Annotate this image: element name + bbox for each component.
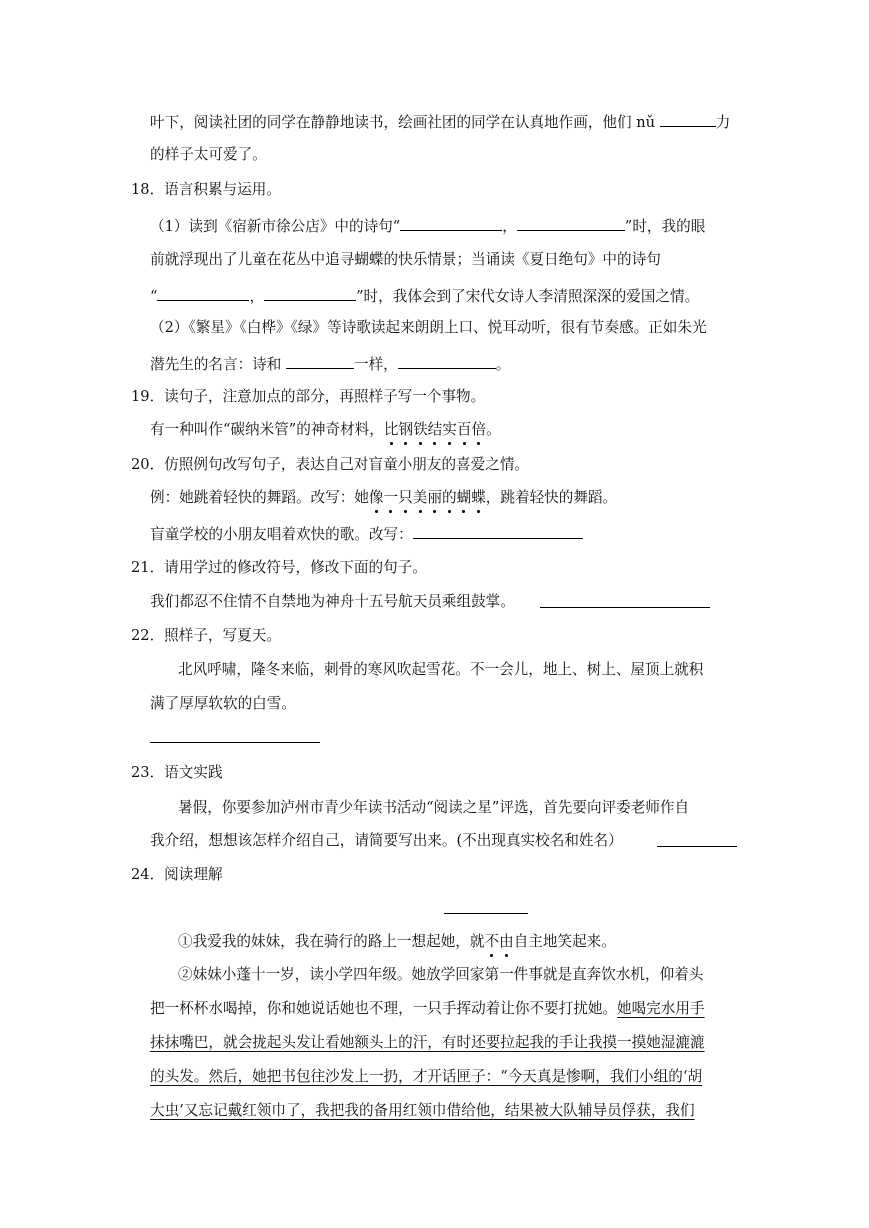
dotted-char: 结 xyxy=(427,421,443,438)
text-line xyxy=(178,932,616,952)
text-segment: 叶下，阅读社团的同学在静静地读书，绘画社团的同学在认真地作画，他们 nǔ xyxy=(150,114,660,131)
answer-blank[interactable] xyxy=(400,215,502,231)
question-title: 20．仿照例句改写句子，表达自己对盲童小朋友的喜爱之情。 xyxy=(131,456,530,473)
text-segment: ”时，我体会到了宋代女诗人李清照深深的爱国之情。 xyxy=(356,288,700,305)
text-line xyxy=(178,798,689,818)
text-segment: 满了厚厚软软的白雪。 xyxy=(150,695,296,712)
answer-blank[interactable] xyxy=(660,111,716,127)
dotted-char: 美 xyxy=(412,489,428,506)
text-line xyxy=(150,285,699,307)
text-segment: ②妹妹小蓬十一岁，读小学四年级。她放学回家第一件事就是直奔饮水机，仰着头 xyxy=(178,966,704,983)
question-23-heading xyxy=(131,763,223,783)
text-segment: 自主地笑起来。 xyxy=(513,933,616,950)
question-19-heading xyxy=(131,387,485,407)
question-title: 18．语言积累与运用。 xyxy=(131,181,281,198)
text-segment: 的样子太可爱了。 xyxy=(150,146,267,163)
text-segment: ， xyxy=(249,288,265,305)
text-line xyxy=(150,111,730,133)
dotted-char: 的 xyxy=(441,489,457,506)
text-segment: （2）《繁星》《白桦》《绿》等诗歌读起来朗朗上口、悦耳动听，很有节奏感。正如朱光 xyxy=(150,319,707,336)
text-line xyxy=(150,145,267,165)
text-segment: ①我爱我的妹妹，我在骑行的路上一想起她，就 xyxy=(178,933,485,950)
question-title: 22．照样子，写夏天。 xyxy=(131,627,281,644)
answer-blank[interactable] xyxy=(150,742,320,743)
dotted-char: 铁 xyxy=(413,421,428,438)
text-line xyxy=(150,831,623,851)
question-24-heading xyxy=(131,865,223,885)
answer-blank[interactable] xyxy=(540,607,710,608)
text-line xyxy=(178,965,703,985)
text-segment: 有一种叫作“碳纳米管”的神奇材料， xyxy=(150,421,384,438)
dotted-char: 只 xyxy=(398,489,413,506)
text-segment: ，跳着轻快的舞蹈。 xyxy=(485,489,618,506)
dotted-char: 丽 xyxy=(427,489,442,506)
text-segment: 一样， xyxy=(353,356,398,373)
dotted-char: 蝴 xyxy=(456,489,472,506)
dotted-char: 一 xyxy=(383,489,399,506)
text-segment: 例：她跳着轻快的舞蹈。改写：她 xyxy=(150,489,369,506)
text-line xyxy=(150,694,296,714)
text-segment: 北风呼啸，隆冬来临，刺骨的寒风吹起雪花。不一会儿，地上、树上、屋顶上就积 xyxy=(178,661,704,678)
text-segment: ”时，我的眼 xyxy=(624,218,706,235)
text-segment: 潜先生的名言：诗和 xyxy=(150,356,286,373)
dotted-char: 不 xyxy=(484,933,500,950)
dotted-char: 由 xyxy=(499,933,514,950)
text-segment: 力 xyxy=(715,114,731,131)
text-segment: ， xyxy=(502,218,517,235)
answer-blank[interactable] xyxy=(398,353,496,369)
question-22-heading xyxy=(131,626,281,646)
answer-blank[interactable] xyxy=(157,285,249,301)
text-line xyxy=(178,660,703,680)
answer-blank[interactable] xyxy=(517,215,625,231)
text-segment: 我介绍，想想该怎样介绍自己，请简要写出来。(不出现真实校名和姓名） xyxy=(150,832,623,849)
text-segment: 。 xyxy=(486,421,501,438)
question-title: 24．阅读理解 xyxy=(131,866,223,883)
question-18-heading xyxy=(131,180,281,200)
underlined-text: 抹抹嘴巴，就会拢起头发让看她额头上的汗，有时还要拉起我的手让我摸一摸她湿漉漉 xyxy=(150,1034,705,1051)
text-line xyxy=(150,353,510,375)
dotted-char: 倍 xyxy=(471,421,487,438)
text-segment: 盲童学校的小朋友唱着欢快的歌。改写： xyxy=(150,526,413,543)
dotted-char: 百 xyxy=(456,421,472,438)
question-title: 21．请用学过的修改符号，修改下面的句子。 xyxy=(131,559,427,576)
question-20-heading xyxy=(131,455,529,475)
text-line xyxy=(150,1033,705,1053)
underlined-text: 大虫’又忘记戴红领巾了，我把我的备用红领巾借给他，结果被大队辅导员俘获，我们 xyxy=(150,1102,695,1119)
question-21-heading xyxy=(131,558,427,578)
text-segment: “ xyxy=(150,288,158,305)
text-segment: 前就浮现出了儿童在花丛中追寻蝴蝶的快乐情景；当诵读《夏日绝句》中的诗句 xyxy=(150,251,661,268)
dotted-char: 钢 xyxy=(398,421,414,438)
text-segment: 暑假，你要参加泸州市青少年读书活动“阅读之星”评选，首先要向评委老师作自 xyxy=(178,799,690,816)
text-segment: 把一杯杯水喝掉，你和她说话她也不理，一只手挥动着让你不要打扰她。 xyxy=(150,1000,618,1017)
text-line xyxy=(150,1101,695,1121)
text-line xyxy=(150,523,583,545)
answer-blank[interactable] xyxy=(286,353,354,369)
question-title: 19．读句子，注意加点的部分，再照样子写一个事物。 xyxy=(131,388,486,405)
answer-blank[interactable] xyxy=(657,846,737,847)
text-line xyxy=(150,999,705,1019)
dotted-char: 比 xyxy=(383,421,399,438)
text-segment: （1）读到《宿新市徐公店》中的诗句“ xyxy=(150,218,401,235)
text-line xyxy=(150,1067,702,1087)
answer-blank[interactable] xyxy=(264,285,356,301)
title-blank[interactable] xyxy=(444,913,528,914)
answer-blank[interactable] xyxy=(413,523,583,539)
dotted-char: 蝶 xyxy=(471,489,486,506)
text-segment: 。 xyxy=(495,356,511,373)
underlined-text: 的头发。然后，她把书包往沙发上一扔，才开话匣子：“今天真是惨啊，我们小组的‘胡 xyxy=(150,1068,703,1085)
text-line xyxy=(150,592,515,612)
dotted-char: 像 xyxy=(368,489,384,506)
text-line xyxy=(150,318,707,338)
text-line xyxy=(150,488,617,508)
dotted-char: 实 xyxy=(442,421,457,438)
question-title: 23．语文实践 xyxy=(131,764,223,781)
text-line xyxy=(150,420,501,440)
text-line xyxy=(150,215,705,237)
underlined-text: 她喝完水用手 xyxy=(617,1000,705,1017)
text-segment: 我们都忍不住情不自禁地为神舟十五号航天员乘组鼓掌。 xyxy=(150,593,515,610)
text-line xyxy=(150,250,661,270)
